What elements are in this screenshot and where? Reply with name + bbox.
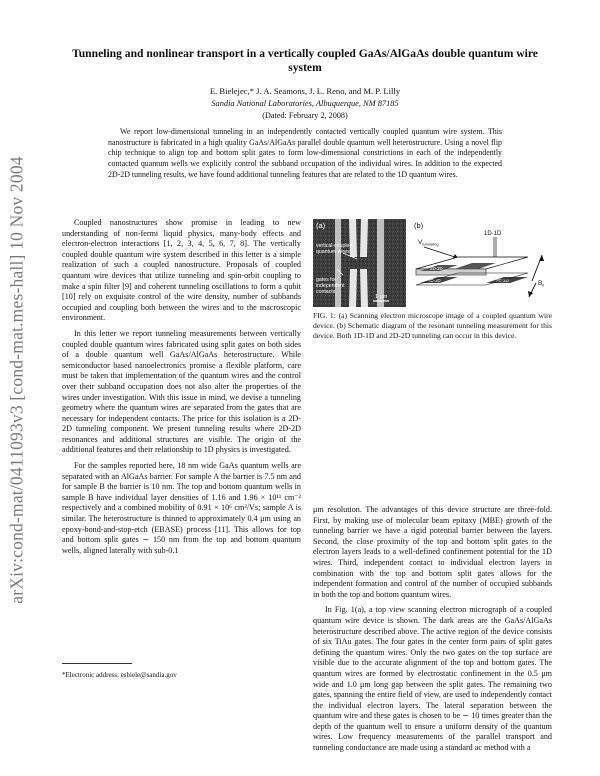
arxiv-sidebar-stamp — [2, 120, 32, 640]
scale-bar-label: 1 μm — [375, 294, 388, 300]
panel-a-label: (a) — [316, 221, 326, 230]
2d-2d-label-right: 2D-2D — [496, 278, 509, 283]
sem-annotation-gates-3: contacts — [316, 289, 336, 295]
sem-image-panel — [313, 219, 406, 307]
footnote-rule — [62, 663, 132, 664]
date-line: (Dated: February 2, 2008) — [262, 111, 348, 120]
sem-micrograph — [313, 219, 406, 307]
sem-annotation-gates: gates for — [316, 277, 337, 283]
continued-paragraph: μm resolution. The advantages of this device structure are three-fold. First, by making use of molecular beam epitaxy (MBE) growth of the tunneling barrier we have a rigid potential barrier between the layers. Second, the close proximity of the top and bottom split gates to the electron layers leads to a well-defined confinement potential for the 1D wires. Third, independent contact to individual electron layers in combination with the top and bottom split gates allows for the independent formation and control of the number of occupied subbands in both the top and bottom quantum wires. — [313, 505, 552, 599]
schematic-panel — [410, 219, 552, 307]
intro-paragraph: Coupled nanostructures show promise in leading to new understanding of non-fermi liquid physics, many-body effects and electron-electron interactions [1, 2, 3, 4, 5, 6, 7, 8]. The vertically coupled double quantum wire system described in this letter is a simple realization of such a coupled nanostructure. Proposals of coupled quantum wire devices that utilize tunneling and spin-orbit coupling to make a spin filter [9] and coherent tunneling oscillations to form a qubit [10] rely on exquisite control of the wire density, number of subbands occupied and coupling both between the wires and to the macroscopic environment. — [62, 218, 301, 323]
magnetic-field-label: $B_‖$ — [538, 280, 544, 288]
abstract: We report low-dimensional tunneling in an independently contacted vertically coupled quantum wire system. This nanostructure is fabricated in a high quality GaAs/AlGaAs parallel double quantum well heterostructure. Using a novel flip chip technique to align top and bottom split gates to form low-dimensional constrictions in each of the independently contacted quantum wells we explicitly control the subband occupation of the individual wires. In addition to the expected 2D-2D tunneling results, we have found additional tunneling features that are related to the 1D quantum wires. — [108, 127, 502, 179]
sem-annotation-wires-2: quantum wires — [316, 249, 350, 255]
panel-b-label: (b) — [414, 221, 424, 230]
sem-annotation-wires: vertical-coupled — [316, 243, 353, 249]
2d-2d-label-left-top: 2D-2D — [430, 266, 443, 271]
v-tunneling-label: $V_{tunneling}$ — [418, 239, 439, 247]
device-paragraph: In Fig. 1(a), a top view scanning electron micrograph of a coupled quantum wire device is shown. The dark areas are the GaAs/AlGaAs heterostructure described above. The active region of the device consists of six TiAu gates. The four gates in the center form pairs of split gates defining the quantum wires. Only the two gates on the top surface are visible due to the accurate alignment of the top and bottom gates. The quantum wires are formed by electrostatic confinement in the 0.5 μm wide and 1.0 μm long gap between the split gates. The remaining two gates, spanning the entire field of view, are used to independently contact the individual electron layers. The lateral separation between the quantum wire and these gates is chosen to be ∼ 10 times greater than the depth of the quantum well to ensure a uniform density of the quantum wires. Low frequency measurements of the parallel transport and tunneling conductance are made using a standard ac method with a — [313, 605, 552, 753]
1d-1d-label: 1D-1D — [484, 231, 502, 237]
paper-title: Tunneling and nonlinear transport in a vertically coupled GaAs/AlGaAs double quantum wire system — [72, 47, 538, 74]
figure-1 — [313, 219, 552, 307]
author-list: E. Bielejec,* J. A. Seamons, J. L. Reno, and M. P. Lilly — [209, 86, 401, 96]
body-paragraph: In this letter we report tunneling measurements between vertically coupled double quantum wires fabricated using split gates on both sides of a double quantum well GaAs/AlGaAs heterostructure. While semiconductor based nanoelectronics promise a flexible platform, care must be taken that implementation of the quantum wires and the control over their subband occupation does not also alter the properties of the wires under investigation. With this issue in mind, we devise a tunneling geometry where the quantum wires are separated from the gates that are necessary for independent contacts. The price for this isolation is a 2D-2D tunneling component. We present tunneling results where 2D-2D resonances and additional structures are visible. The origin of the additional features and their relationship to 1D physics is investigated. — [62, 328, 301, 455]
affiliation: Sandia National Laboratories, Albuquerque, NM 87185 — [211, 99, 399, 108]
figure-caption: FIG. 1: (a) Scanning electron microscope image of a coupled quantum wire device. (b) Schematic diagram of the resonant tunneling measurement for this device. Both 1D-1D and 2D-2D tunneling can occur in this device. — [313, 311, 552, 340]
sem-annotation-gates-2: independent — [316, 283, 345, 289]
2d-2d-label-left-bottom: 2D-2D — [428, 278, 441, 283]
samples-paragraph: For the samples reported here, 18 nm wide GaAs quantum wells are separated with an AlGaAs barrier. For sample A the barrier is 7.5 nm and for sample B the barrier is 10 nm. The top and bottom quantum wells in sample B have individual layer densities of 1.16 and 1.96 × 10¹¹ cm⁻² respectively and a combined mobility of 0.91 × 10⁶ cm²/Vs; sample A is similar. The heterostructure is thinned to approximately 0.4 μm using an epoxy-bond-and-stop-etch (EBASE) process [11]. This allows for top and bottom split gates ∼ 150 nm from the top and bottom quantum wells, aligned laterally with sub-0.1 — [62, 461, 301, 555]
arxiv-identifier: arXiv:cond-mat/0411093v3 [cond-mat.mes-hall] 10 Nov 2004 — [6, 156, 27, 604]
right-column — [313, 505, 552, 759]
footnote-email: *Electronic address: esbiele@sandia.gov — [62, 671, 177, 679]
left-column — [62, 218, 301, 561]
tunneling-schematic — [410, 219, 552, 307]
